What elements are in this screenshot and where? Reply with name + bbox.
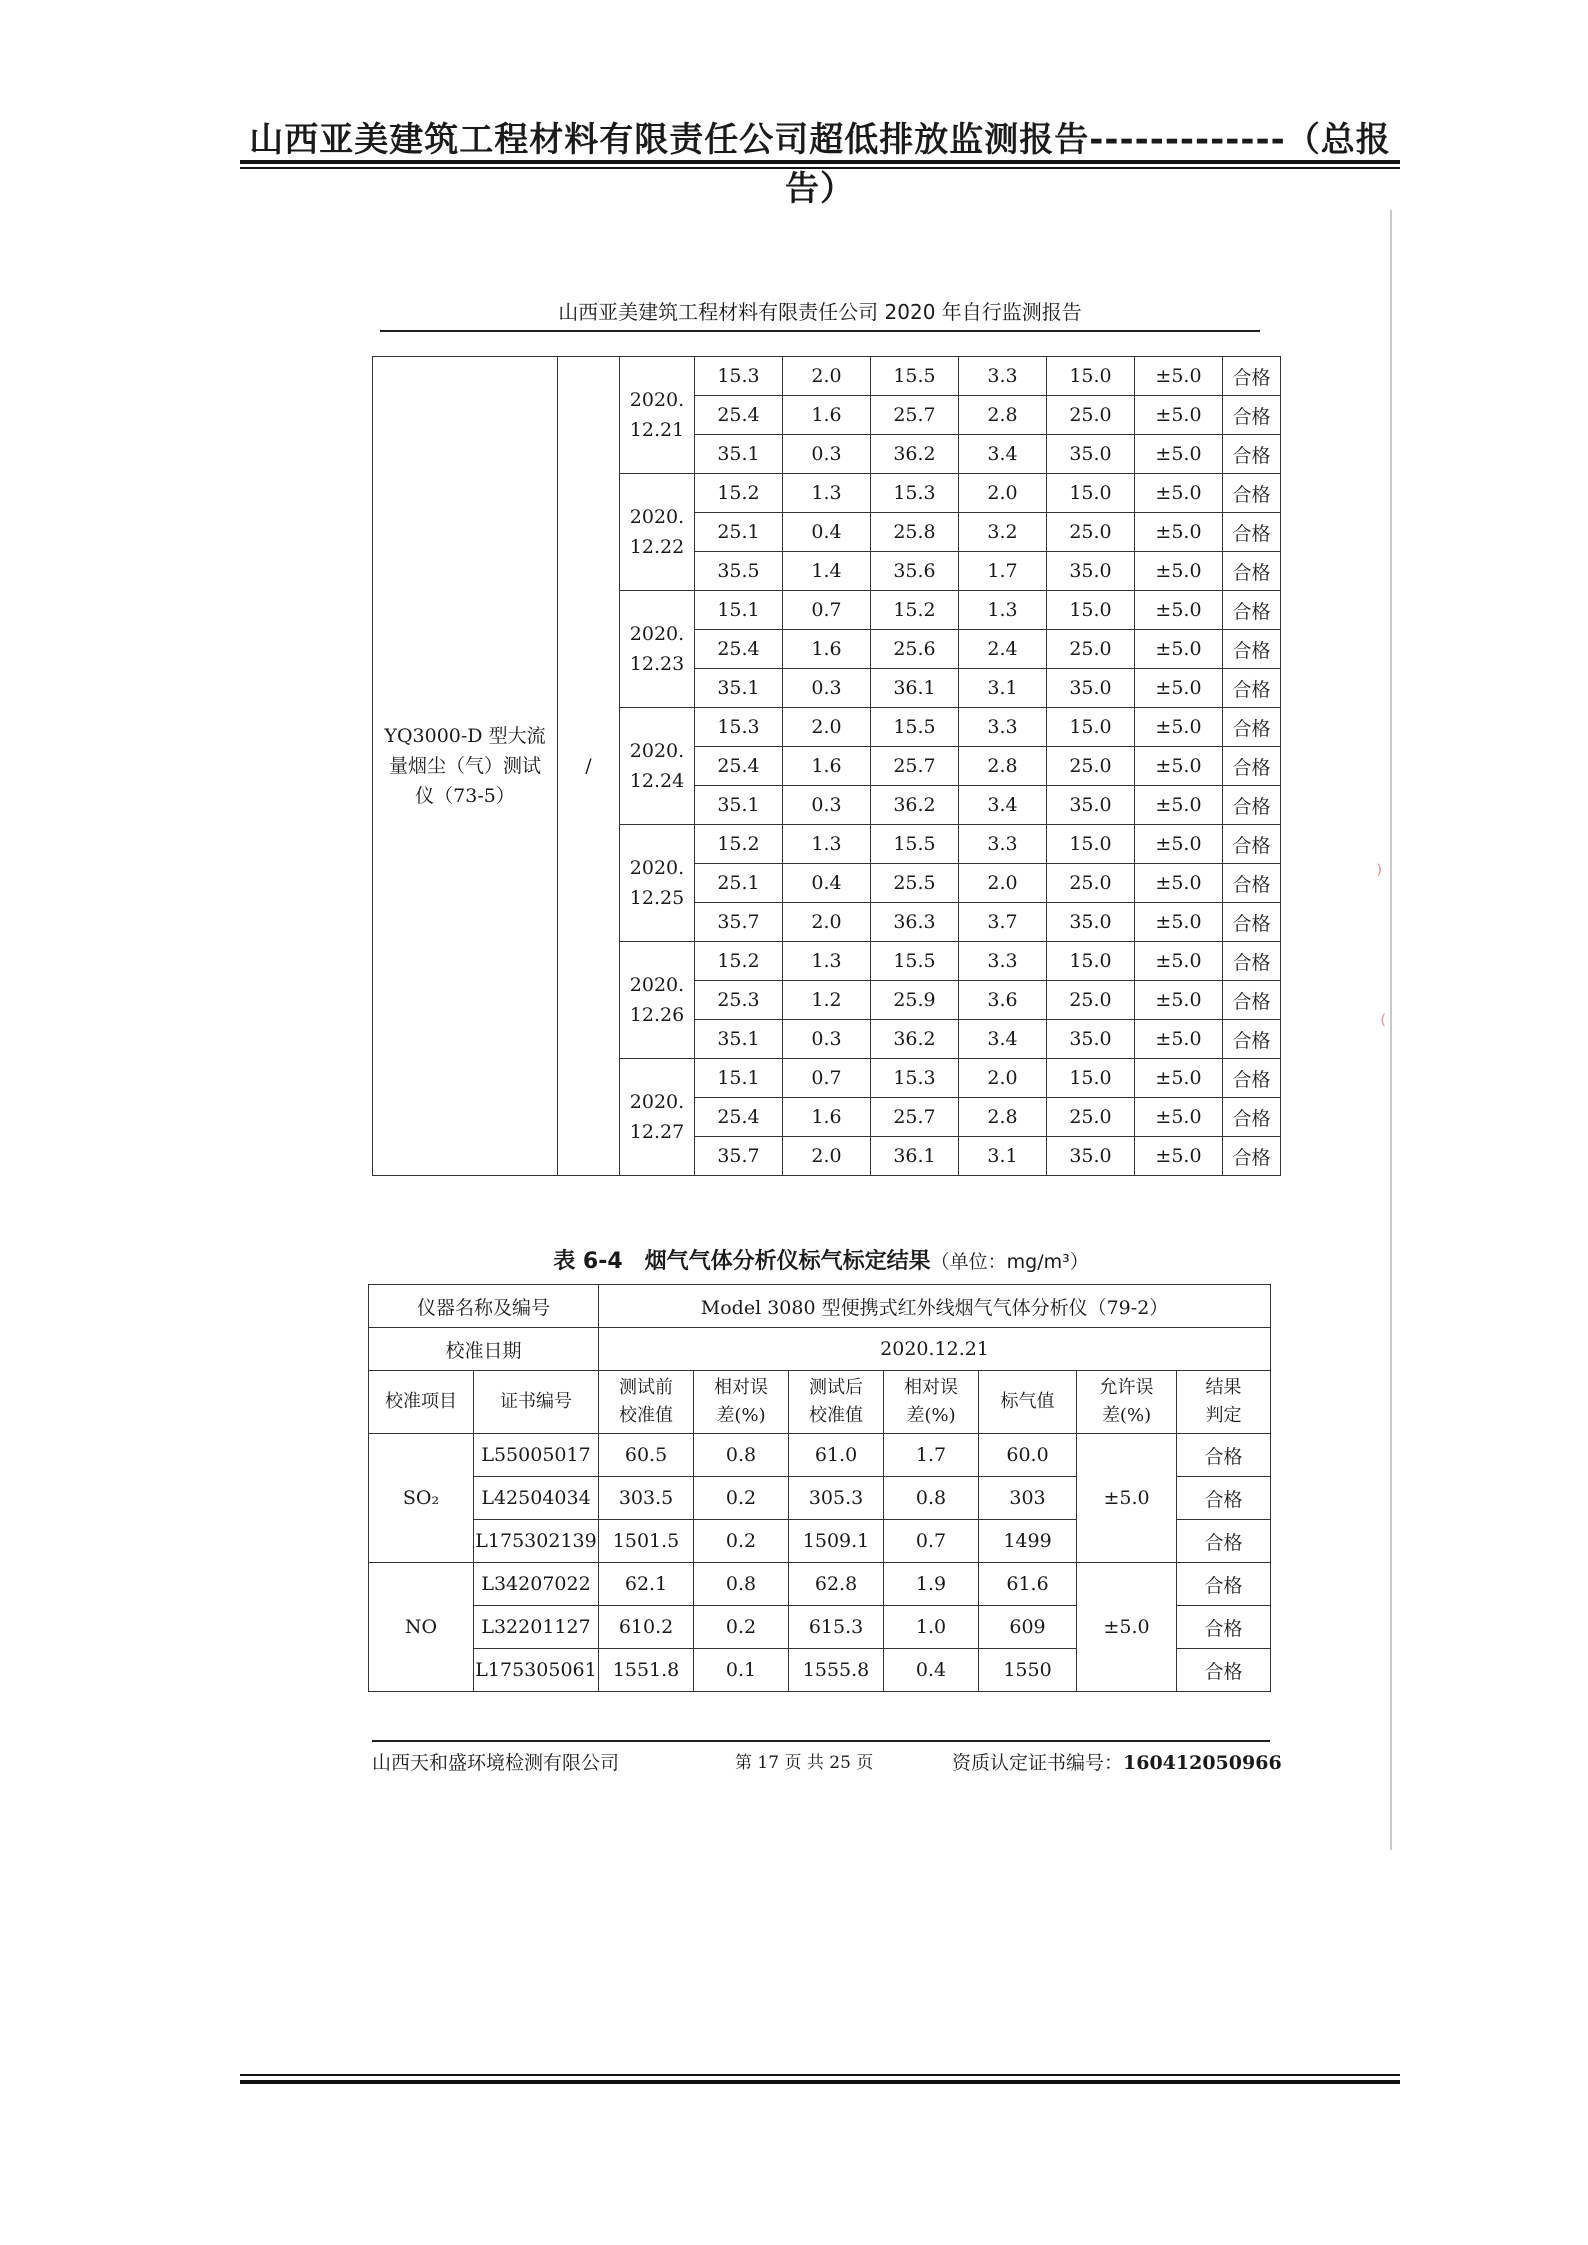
tolerance-cell: ±5.0 — [1135, 513, 1223, 552]
result-cell: 合格 — [1177, 1606, 1271, 1649]
err1-cell: 0.8 — [694, 1434, 789, 1477]
std-cell: 1550 — [979, 1649, 1077, 1692]
std-cell: 303 — [979, 1477, 1077, 1520]
tolerance-cell: ±5.0 — [1135, 435, 1223, 474]
tolerance-cell: ±5.0 — [1135, 552, 1223, 591]
tolerance-cell: ±5.0 — [1135, 1059, 1223, 1098]
column-header — [884, 1371, 979, 1434]
cert-cell: L175302139 — [474, 1520, 599, 1563]
cert-cell: L32201127 — [474, 1606, 599, 1649]
result-cell: 合格 — [1223, 786, 1281, 825]
before-cell: 1551.8 — [599, 1649, 694, 1692]
tolerance-cell: ±5.0 — [1135, 708, 1223, 747]
device-value: Model 3080 型便携式红外线烟气气体分析仪（79-2） — [599, 1285, 1271, 1328]
result-cell: 合格 — [1177, 1563, 1271, 1606]
standard-value-cell: 25.0 — [1047, 513, 1135, 552]
rel-error-2-cell: 3.4 — [959, 435, 1047, 474]
table-row — [369, 1563, 1271, 1606]
device-name-cell — [373, 357, 558, 1176]
standard-value-cell: 25.0 — [1047, 747, 1135, 786]
date-line: 12.26 — [629, 1004, 685, 1026]
rel-error-2-cell: 2.4 — [959, 630, 1047, 669]
post-value-cell: 25.9 — [871, 981, 959, 1020]
footer-company: 山西天和盛环境检测有限公司 — [372, 1752, 620, 1774]
rel-error-cell: 0.4 — [783, 513, 871, 552]
date-line: 2020. — [629, 623, 685, 645]
post-value-cell: 36.2 — [871, 435, 959, 474]
before-cell: 303.5 — [599, 1477, 694, 1520]
pre-value-cell: 15.1 — [695, 591, 783, 630]
inner-header-rule — [380, 330, 1260, 332]
rel-error-2-cell: 3.4 — [959, 786, 1047, 825]
column-header — [789, 1371, 884, 1434]
rel-error-2-cell: 2.8 — [959, 396, 1047, 435]
err1-cell: 0.2 — [694, 1606, 789, 1649]
standard-value-cell: 35.0 — [1047, 1020, 1135, 1059]
date-line: 12.25 — [629, 887, 685, 909]
table-6-4-title — [372, 1244, 1270, 1275]
result-cell: 合格 — [1177, 1520, 1271, 1563]
tolerance-cell: ±5.0 — [1077, 1563, 1177, 1692]
err1-cell: 0.2 — [694, 1520, 789, 1563]
err2-cell: 1.9 — [884, 1563, 979, 1606]
seal-fragment: ⁾ — [1376, 860, 1383, 890]
tolerance-cell: ±5.0 — [1135, 864, 1223, 903]
pre-value-cell: 35.1 — [695, 669, 783, 708]
date-value: 2020.12.21 — [599, 1328, 1271, 1371]
column-header-line: 相对误 — [714, 1377, 769, 1398]
column-header-line: 相对误 — [904, 1377, 959, 1398]
post-value-cell: 36.2 — [871, 786, 959, 825]
column-header — [1177, 1371, 1271, 1434]
date-line: 12.23 — [629, 653, 685, 675]
column-header — [369, 1371, 474, 1434]
tolerance-cell: ±5.0 — [1135, 903, 1223, 942]
footer-certificate — [952, 1748, 1282, 1775]
rel-error-2-cell: 2.8 — [959, 747, 1047, 786]
footer-page-number: 第 17 页 共 25 页 — [735, 1753, 874, 1773]
rel-error-2-cell: 3.7 — [959, 903, 1047, 942]
column-header-line: 校准项目 — [385, 1391, 457, 1412]
result-cell: 合格 — [1223, 1020, 1281, 1059]
standard-value-cell: 35.0 — [1047, 786, 1135, 825]
rel-error-2-cell: 3.3 — [959, 825, 1047, 864]
pre-value-cell: 35.1 — [695, 1020, 783, 1059]
standard-value-cell: 15.0 — [1047, 357, 1135, 396]
pre-value-cell: 35.1 — [695, 786, 783, 825]
rel-error-cell: 0.4 — [783, 864, 871, 903]
result-cell: 合格 — [1223, 552, 1281, 591]
after-cell: 1509.1 — [789, 1520, 884, 1563]
result-cell: 合格 — [1223, 825, 1281, 864]
standard-value-cell: 15.0 — [1047, 1059, 1135, 1098]
column-header-line: 标气值 — [1000, 1391, 1055, 1412]
calibration-item-cell: NO — [369, 1563, 474, 1692]
standard-value-cell: 25.0 — [1047, 1098, 1135, 1137]
pre-value-cell: 25.1 — [695, 864, 783, 903]
tolerance-cell: ±5.0 — [1135, 669, 1223, 708]
post-value-cell: 36.3 — [871, 903, 959, 942]
column-header — [1077, 1371, 1177, 1434]
device-label: 仪器名称及编号 — [369, 1285, 599, 1328]
column-header-line: 允许误 — [1099, 1377, 1154, 1398]
pre-value-cell: 15.1 — [695, 1059, 783, 1098]
tolerance-cell: ±5.0 — [1135, 942, 1223, 981]
inner-report-header: 山西亚美建筑工程材料有限责任公司 2020 年自行监测报告 — [558, 300, 1082, 324]
result-cell: 合格 — [1223, 669, 1281, 708]
rel-error-cell: 1.6 — [783, 747, 871, 786]
bottom-rule-thin — [240, 2074, 1400, 2076]
tolerance-cell: ±5.0 — [1135, 786, 1223, 825]
column-header-line: 结果 — [1205, 1377, 1242, 1398]
rel-error-2-cell: 3.6 — [959, 981, 1047, 1020]
tolerance-cell: ±5.0 — [1135, 474, 1223, 513]
rel-error-2-cell: 3.4 — [959, 1020, 1047, 1059]
post-value-cell: 15.5 — [871, 942, 959, 981]
rel-error-cell: 0.7 — [783, 1059, 871, 1098]
column-header — [599, 1371, 694, 1434]
tolerance-cell: ±5.0 — [1135, 591, 1223, 630]
rel-error-cell: 0.7 — [783, 591, 871, 630]
column-header-line: 判定 — [1205, 1405, 1242, 1426]
result-cell: 合格 — [1223, 1137, 1281, 1176]
result-cell: 合格 — [1223, 903, 1281, 942]
tolerance-cell: ±5.0 — [1135, 981, 1223, 1020]
before-cell: 1501.5 — [599, 1520, 694, 1563]
pre-value-cell: 15.3 — [695, 357, 783, 396]
date-cell — [620, 825, 695, 942]
rel-error-cell: 2.0 — [783, 357, 871, 396]
err1-cell: 0.8 — [694, 1563, 789, 1606]
rel-error-2-cell: 2.0 — [959, 474, 1047, 513]
tolerance-cell: ±5.0 — [1077, 1434, 1177, 1563]
before-cell: 62.1 — [599, 1563, 694, 1606]
result-cell: 合格 — [1223, 396, 1281, 435]
standard-value-cell: 25.0 — [1047, 981, 1135, 1020]
standard-value-cell: 35.0 — [1047, 903, 1135, 942]
rel-error-cell: 1.3 — [783, 825, 871, 864]
result-cell: 合格 — [1223, 747, 1281, 786]
rel-error-2-cell: 3.3 — [959, 942, 1047, 981]
result-cell: 合格 — [1223, 1098, 1281, 1137]
date-cell — [620, 942, 695, 1059]
rel-error-cell: 0.3 — [783, 1020, 871, 1059]
pre-value-cell: 15.2 — [695, 825, 783, 864]
tolerance-cell: ±5.0 — [1135, 825, 1223, 864]
std-cell: 60.0 — [979, 1434, 1077, 1477]
column-header-line: 差(%) — [716, 1405, 766, 1426]
tolerance-cell: ±5.0 — [1135, 357, 1223, 396]
table-row — [369, 1434, 1271, 1477]
table-title-text: 表 6-4 烟气气体分析仪标气标定结果 — [553, 1249, 931, 1274]
standard-value-cell: 25.0 — [1047, 630, 1135, 669]
pre-value-cell: 25.4 — [695, 396, 783, 435]
rel-error-2-cell: 3.3 — [959, 357, 1047, 396]
standard-value-cell: 15.0 — [1047, 708, 1135, 747]
date-line: 12.27 — [629, 1121, 685, 1143]
tolerance-cell: ±5.0 — [1135, 396, 1223, 435]
table-row — [373, 357, 1281, 396]
err1-cell: 0.1 — [694, 1649, 789, 1692]
serial-cell: / — [558, 357, 620, 1176]
pre-value-cell: 15.2 — [695, 942, 783, 981]
standard-value-cell: 35.0 — [1047, 435, 1135, 474]
rel-error-cell: 0.3 — [783, 435, 871, 474]
bottom-rule — [240, 2080, 1400, 2084]
tolerance-cell: ±5.0 — [1135, 747, 1223, 786]
rel-error-cell: 0.3 — [783, 669, 871, 708]
column-header — [474, 1371, 599, 1434]
result-cell: 合格 — [1223, 1059, 1281, 1098]
seal-fragment: ⁽ — [1380, 1010, 1387, 1040]
pre-value-cell: 25.4 — [695, 1098, 783, 1137]
post-value-cell: 25.7 — [871, 396, 959, 435]
scan-edge-line — [1390, 210, 1392, 1850]
standard-value-cell: 15.0 — [1047, 825, 1135, 864]
cert-cell: L175305061 — [474, 1649, 599, 1692]
rel-error-cell: 1.2 — [783, 981, 871, 1020]
header-row — [369, 1371, 1271, 1434]
post-value-cell: 15.3 — [871, 474, 959, 513]
pre-value-cell: 35.1 — [695, 435, 783, 474]
cert-cell: L42504034 — [474, 1477, 599, 1520]
std-cell: 61.6 — [979, 1563, 1077, 1606]
date-cell — [620, 708, 695, 825]
rel-error-cell: 2.0 — [783, 708, 871, 747]
date-line: 12.22 — [629, 536, 685, 558]
date-line: 2020. — [629, 740, 685, 762]
rel-error-cell: 1.6 — [783, 396, 871, 435]
pre-value-cell: 15.3 — [695, 708, 783, 747]
cert-cell: L34207022 — [474, 1563, 599, 1606]
date-cell — [620, 474, 695, 591]
standard-value-cell: 15.0 — [1047, 474, 1135, 513]
pre-value-cell: 35.7 — [695, 903, 783, 942]
column-header-line: 差(%) — [906, 1405, 956, 1426]
table-unit: （单位：mg/m³） — [930, 1251, 1089, 1273]
result-cell: 合格 — [1177, 1434, 1271, 1477]
post-value-cell: 25.6 — [871, 630, 959, 669]
standard-value-cell: 15.0 — [1047, 942, 1135, 981]
pre-value-cell: 15.2 — [695, 474, 783, 513]
standard-value-cell: 35.0 — [1047, 669, 1135, 708]
pre-value-cell: 35.7 — [695, 1137, 783, 1176]
pre-value-cell: 25.4 — [695, 747, 783, 786]
date-line: 2020. — [629, 974, 685, 996]
device-name-line: YQ3000-D 型大流 — [384, 725, 546, 747]
column-header-line: 差(%) — [1101, 1405, 1152, 1426]
pre-value-cell: 25.3 — [695, 981, 783, 1020]
date-line: 2020. — [629, 857, 685, 879]
header-rule-thin — [240, 167, 1400, 169]
page-header: 山西亚美建筑工程材料有限责任公司超低排放监测报告-------------（总报告） — [249, 120, 1391, 209]
column-header-line: 测试后 — [809, 1377, 864, 1398]
column-header-line: 校准值 — [809, 1405, 864, 1426]
date-line: 2020. — [629, 506, 685, 528]
post-value-cell: 25.7 — [871, 1098, 959, 1137]
post-value-cell: 25.7 — [871, 747, 959, 786]
result-cell: 合格 — [1223, 942, 1281, 981]
std-cell: 609 — [979, 1606, 1077, 1649]
err2-cell: 1.7 — [884, 1434, 979, 1477]
pre-value-cell: 35.5 — [695, 552, 783, 591]
after-cell: 62.8 — [789, 1563, 884, 1606]
date-label: 校准日期 — [369, 1328, 599, 1371]
tolerance-cell: ±5.0 — [1135, 1020, 1223, 1059]
standard-value-cell: 15.0 — [1047, 591, 1135, 630]
footer-cert-number: 160412050966 — [1123, 1752, 1282, 1774]
rel-error-cell: 1.6 — [783, 1098, 871, 1137]
rel-error-2-cell: 3.2 — [959, 513, 1047, 552]
tolerance-cell: ±5.0 — [1135, 1098, 1223, 1137]
before-cell: 610.2 — [599, 1606, 694, 1649]
err2-cell: 1.0 — [884, 1606, 979, 1649]
calibration-table-gas-analyzer — [368, 1284, 1271, 1692]
std-cell: 1499 — [979, 1520, 1077, 1563]
rel-error-2-cell: 3.3 — [959, 708, 1047, 747]
result-cell: 合格 — [1223, 357, 1281, 396]
err1-cell: 0.2 — [694, 1477, 789, 1520]
rel-error-2-cell: 2.0 — [959, 864, 1047, 903]
date-cell — [620, 357, 695, 474]
post-value-cell: 25.5 — [871, 864, 959, 903]
after-cell: 305.3 — [789, 1477, 884, 1520]
err2-cell: 0.7 — [884, 1520, 979, 1563]
date-line: 2020. — [629, 1091, 685, 1113]
rel-error-cell: 1.3 — [783, 942, 871, 981]
post-value-cell: 15.5 — [871, 825, 959, 864]
post-value-cell: 25.8 — [871, 513, 959, 552]
before-cell: 60.5 — [599, 1434, 694, 1477]
post-value-cell: 36.1 — [871, 1137, 959, 1176]
result-cell: 合格 — [1223, 513, 1281, 552]
rel-error-cell: 1.4 — [783, 552, 871, 591]
column-header-line: 校准值 — [619, 1405, 674, 1426]
post-value-cell: 15.2 — [871, 591, 959, 630]
calibration-item-cell: SO₂ — [369, 1434, 474, 1563]
rel-error-cell: 0.3 — [783, 786, 871, 825]
standard-value-cell: 35.0 — [1047, 1137, 1135, 1176]
result-cell: 合格 — [1223, 708, 1281, 747]
column-header — [694, 1371, 789, 1434]
pre-value-cell: 25.1 — [695, 513, 783, 552]
calibration-table-dust-tester — [372, 356, 1281, 1176]
err2-cell: 0.8 — [884, 1477, 979, 1520]
rel-error-2-cell: 3.1 — [959, 669, 1047, 708]
tolerance-cell: ±5.0 — [1135, 630, 1223, 669]
after-cell: 615.3 — [789, 1606, 884, 1649]
footer-cert-label: 资质认定证书编号： — [952, 1752, 1124, 1774]
rel-error-cell: 2.0 — [783, 1137, 871, 1176]
result-cell: 合格 — [1223, 591, 1281, 630]
tolerance-cell: ±5.0 — [1135, 1137, 1223, 1176]
column-header — [979, 1371, 1077, 1434]
column-header-line: 测试前 — [619, 1377, 674, 1398]
footer-rule — [372, 1740, 1270, 1742]
rel-error-2-cell: 1.3 — [959, 591, 1047, 630]
date-cell — [620, 1059, 695, 1176]
result-cell: 合格 — [1223, 981, 1281, 1020]
err2-cell: 0.4 — [884, 1649, 979, 1692]
device-name-line: 量烟尘（气）测试 — [388, 755, 541, 777]
result-cell: 合格 — [1223, 630, 1281, 669]
post-value-cell: 15.5 — [871, 708, 959, 747]
header-rule — [240, 160, 1400, 164]
rel-error-cell: 2.0 — [783, 903, 871, 942]
date-line: 12.21 — [629, 419, 685, 441]
column-header-line: 证书编号 — [500, 1391, 572, 1412]
result-cell: 合格 — [1177, 1477, 1271, 1520]
rel-error-2-cell: 1.7 — [959, 552, 1047, 591]
post-value-cell: 15.3 — [871, 1059, 959, 1098]
rel-error-2-cell: 2.8 — [959, 1098, 1047, 1137]
date-line: 12.24 — [629, 770, 685, 792]
after-cell: 61.0 — [789, 1434, 884, 1477]
rel-error-2-cell: 2.0 — [959, 1059, 1047, 1098]
result-cell: 合格 — [1223, 864, 1281, 903]
rel-error-cell: 1.6 — [783, 630, 871, 669]
rel-error-2-cell: 3.1 — [959, 1137, 1047, 1176]
result-cell: 合格 — [1223, 474, 1281, 513]
device-name-line: 仪（73-5） — [415, 785, 515, 807]
result-cell: 合格 — [1177, 1649, 1271, 1692]
post-value-cell: 36.2 — [871, 1020, 959, 1059]
standard-value-cell: 25.0 — [1047, 396, 1135, 435]
result-cell: 合格 — [1223, 435, 1281, 474]
post-value-cell: 36.1 — [871, 669, 959, 708]
post-value-cell: 15.5 — [871, 357, 959, 396]
standard-value-cell: 25.0 — [1047, 864, 1135, 903]
standard-value-cell: 35.0 — [1047, 552, 1135, 591]
rel-error-cell: 1.3 — [783, 474, 871, 513]
cert-cell: L55005017 — [474, 1434, 599, 1477]
pre-value-cell: 25.4 — [695, 630, 783, 669]
after-cell: 1555.8 — [789, 1649, 884, 1692]
post-value-cell: 35.6 — [871, 552, 959, 591]
date-line: 2020. — [629, 389, 685, 411]
date-cell — [620, 591, 695, 708]
